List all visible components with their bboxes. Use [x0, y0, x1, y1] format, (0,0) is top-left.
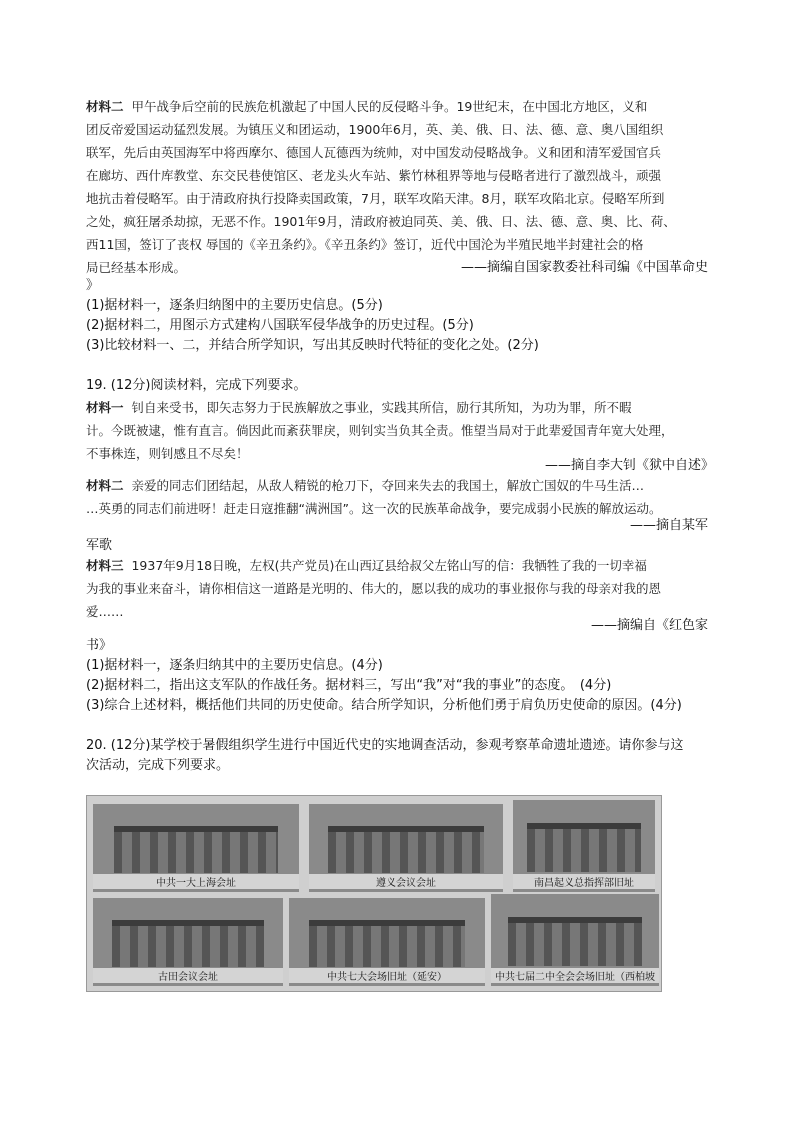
- photo-zunyi-meeting: [309, 804, 503, 892]
- q19-sub-3: (3)综合上述材料，概括他们共同的历史使命。结合所学知识，分析他们勇于肩负历史使命的原因。(4分): [86, 698, 682, 713]
- photo-nanchang-uprising-hq: [513, 800, 655, 892]
- q19-heading: 19. (12分)阅读材料，完成下列要求。: [86, 378, 307, 393]
- q19-m3-label: 材料三: [86, 558, 124, 573]
- q19-m1-line-3: 不事株连，则钊感且不尽矣！: [86, 446, 249, 461]
- material-2-source-end: 》: [86, 278, 100, 293]
- q19-m3-source-end: 书》: [86, 638, 113, 653]
- q19-m2-line-1: 材料二 亲爱的同志们团结起，从敌人精锐的枪刀下，夺回来失去的我国土，解放亡国奴的牛马生活…: [86, 478, 644, 493]
- q19-m2-label: 材料二: [86, 478, 124, 493]
- photo-caption: 遵义会议会址: [309, 874, 503, 889]
- q19-m1-line-1: 材料一 钊自来受书，即矢志努力于民族解放之事业，实践其所信，励行其所知，为功为罪，所不暇: [86, 400, 632, 415]
- q19-material-3: [86, 554, 716, 623]
- q19-material-2: [86, 474, 716, 520]
- material-2-source: ——摘编自国家教委社科司编《中国革命史: [460, 260, 708, 275]
- q19-m1-source: ——摘自李大钊《狱中自述》: [544, 458, 714, 473]
- photo-caption: 中共七大会场旧址（延安）: [289, 968, 485, 983]
- photo-caption: 中共七届二中全会会场旧址（西柏坡: [491, 968, 659, 983]
- q19-m2-line-2: …英勇的同志们前进呀！赶走日寇推翻“满洲国”。这一次的民族革命战争，要完成弱小民族的解放运动。: [86, 501, 662, 516]
- material-2-label: 材料二: [86, 99, 124, 114]
- q19-sub-2: (2)据材料二，指出这支军队的作战任务。据材料三，写出“我”对“我的事业”的态度。 (4分): [86, 678, 612, 693]
- photo-caption: 南昌起义总指挥部旧址: [513, 874, 655, 889]
- q19-m3-line-1: 材料三 1937年9月18日晚，左权(共产党员)在山西辽县给叔父左铭山写的信：我牺牲了我的一切幸福: [86, 558, 647, 573]
- photo-caption: 中共一大上海会址: [93, 874, 299, 889]
- q19-material-1: [86, 396, 716, 465]
- material-2-line-7: 西11国，签订了丧权 辱国的《辛丑条约》。《辛丑条约》签订，近代中国沦为半殖民地半封建社会的格: [86, 237, 644, 252]
- q19-m3-source: ——摘编自《红色家: [590, 618, 708, 633]
- photo-caption: 古田会议会址: [93, 968, 283, 983]
- q19-m2-source-end: 军歌: [86, 538, 113, 553]
- material-2-line-1: 材料二 甲午战争后空前的民族危机激起了中国人民的反侵略斗争。19世纪末，在中国北方地区，义和: [86, 99, 648, 114]
- q18-sub-1: (1)据材料一，逐条归纳图中的主要历史信息。(5分): [86, 298, 383, 313]
- q20-heading-line-2: 次活动，完成下列要求。: [86, 758, 230, 773]
- q20-heading-line-1: 20. (12分)某学校于暑假组织学生进行中国近代史的实地调查活动，参观考察革命遗址遗迹。请你参与这: [86, 738, 684, 753]
- photo-shanghai-first-congress: [93, 804, 299, 892]
- material-2-line-4: 在廊坊、西什库教堂、东交民巷使馆区、老龙头火车站、紫竹林租界等地与侵略者进行了激烈战斗，顽强: [86, 168, 662, 183]
- material-2-line-5: 地抗击着侵略军。由于清政府执行投降卖国政策，7月，联军攻陷天津。8月，联军攻陷北京。侵略军所到: [86, 191, 665, 206]
- q19-m1-line-2: 计。今既被逮，惟有直言。倘因此而紊获罪戾，则钊实当负其全责。惟望当局对于此辈爱国青年宽大处理，: [86, 423, 674, 438]
- q19-m1-label: 材料一: [86, 400, 124, 415]
- q19-m2-source: ——摘自某军: [629, 518, 708, 533]
- q18-sub-2: (2)据材料二，用图示方式建构八国联军侵华战争的历史过程。(5分): [86, 318, 474, 333]
- q20-heading: [86, 736, 716, 776]
- material-2-line-3: 联军，先后由英国海军中将西摩尔、德国人瓦德西为统帅，对中国发动侵略战争。义和团和清军爱国官兵: [86, 145, 662, 160]
- q18-sub-3: (3)比较材料一、二，并结合所学知识，写出其反映时代特征的变化之处。(2分): [86, 338, 539, 353]
- revolutionary-sites-photo-collage: [86, 795, 662, 992]
- material-2-line-6: 之处，疯狂屠杀劫掠，无恶不作。1901年9月，清政府被迫同英、美、俄、日、法、德、意、奥、比、荷、: [86, 214, 676, 229]
- photo-xibaipo-plenum: [491, 894, 659, 986]
- q19-sub-1: (1)据材料一，逐条归纳其中的主要历史信息。(4分): [86, 658, 383, 673]
- q19-questions: [86, 656, 716, 716]
- photo-seventh-congress-yanan: [289, 898, 485, 986]
- photo-gutian-meeting: [93, 898, 283, 986]
- material-2-passage: [86, 95, 716, 279]
- q19-m3-line-3: 爱……: [86, 604, 124, 619]
- q18-questions: [86, 296, 716, 356]
- material-2-line-2: 团反帝爱国运动猛烈发展。为镇压义和团运动，1900年6月，英、美、俄、日、法、德、意、奥八国组织: [86, 122, 664, 137]
- q19-m3-line-2: 为我的事业来奋斗，请你相信这一道路是光明的、伟大的，愿以我的成功的事业报你与我的母亲对我的恩: [86, 581, 662, 596]
- material-2-line-8: 局已经基本形成。: [86, 260, 187, 275]
